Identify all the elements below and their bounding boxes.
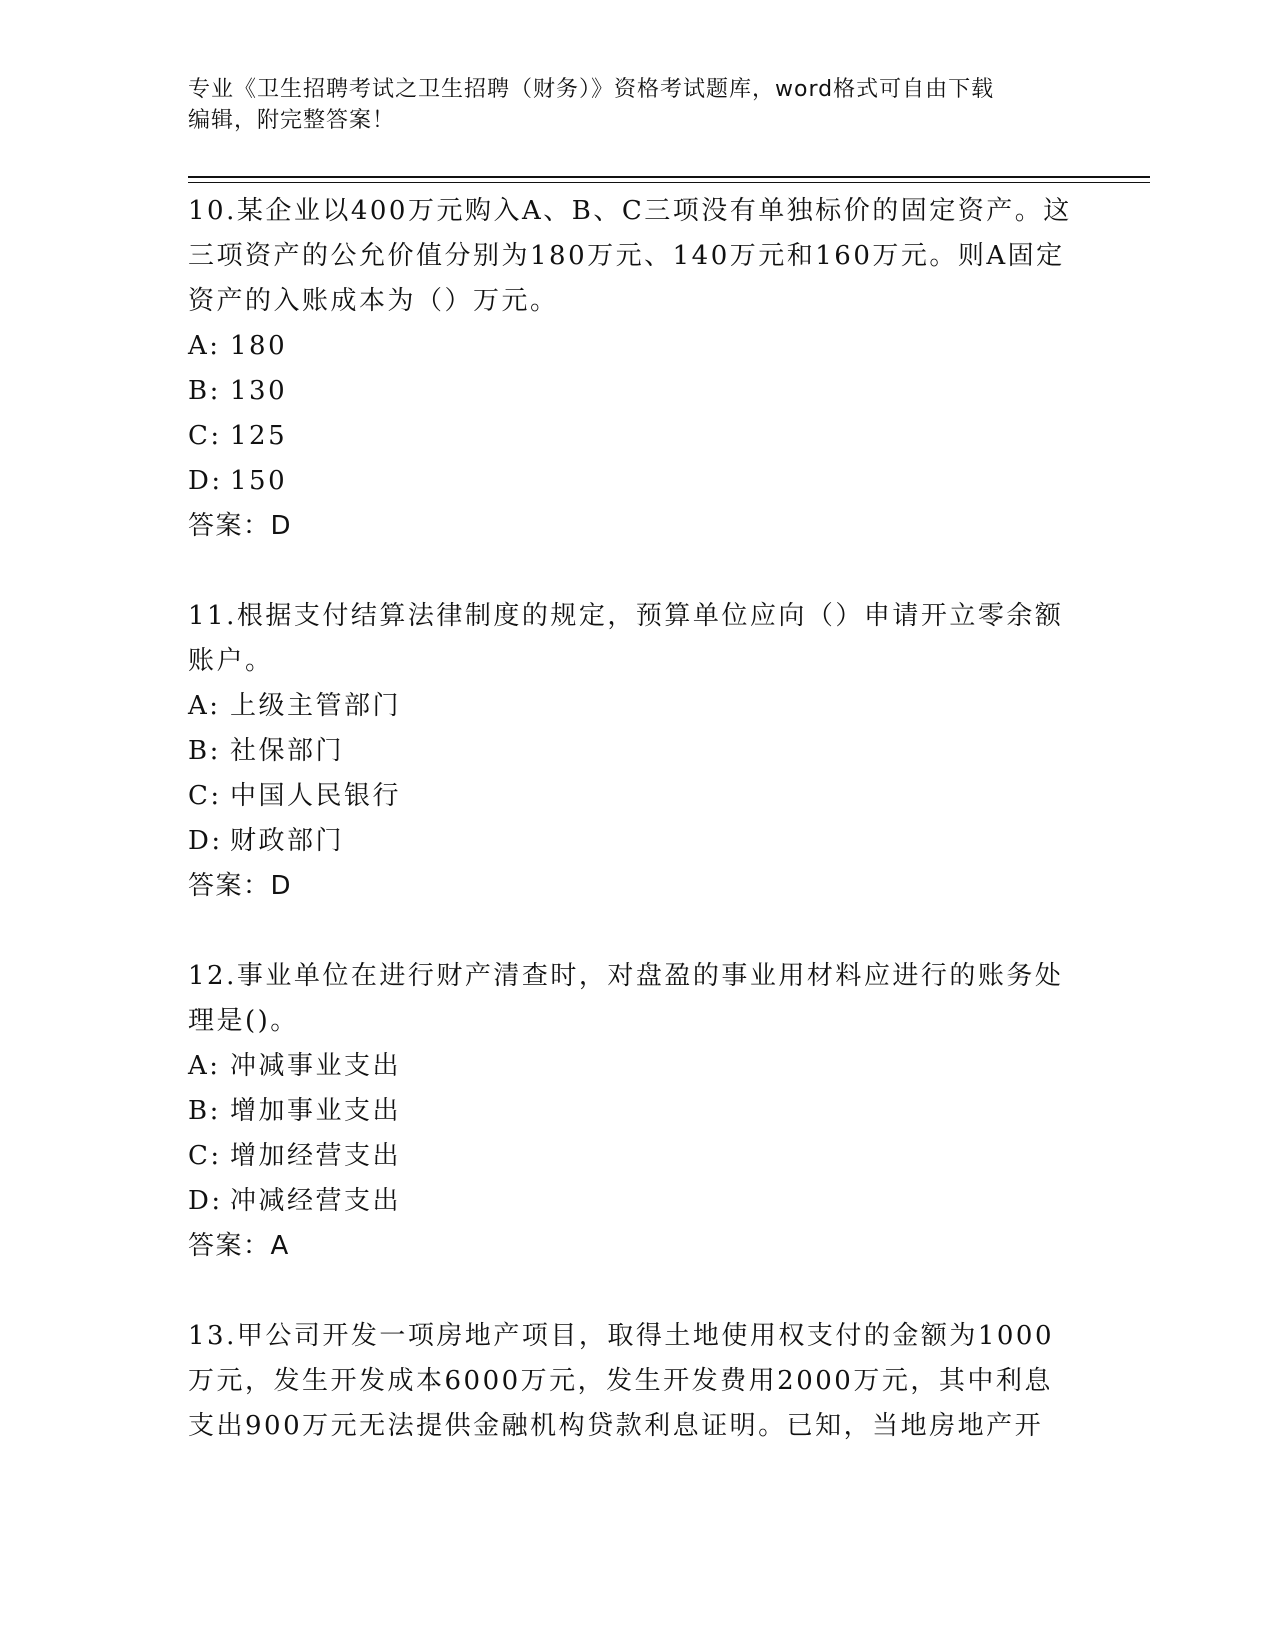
question-13 <box>188 1314 1088 1449</box>
question-list <box>188 189 1088 1449</box>
answer: 答案：A <box>188 1231 290 1261</box>
header-line-1: 专业《卫生招聘考试之卫生招聘（财务）》资格考试题库，word格式可自由下载 <box>188 77 995 102</box>
option-text: 增加事业支出 <box>230 1096 402 1126</box>
question-10 <box>188 189 1088 549</box>
option-letter: D: <box>188 466 223 496</box>
option-d <box>188 459 1088 504</box>
option-letter: B: <box>188 1096 221 1126</box>
option-letter: C: <box>188 421 222 451</box>
option-text: 125 <box>230 421 288 451</box>
option-letter: D: <box>188 826 223 856</box>
question-12 <box>188 954 1088 1269</box>
question-text-line: 12.事业单位在进行财产清查时，对盘盈的事业用材料应进行的账务处 <box>188 961 1064 991</box>
option-d <box>188 1179 1088 1224</box>
answer: 答案：D <box>188 511 293 541</box>
option-text: 180 <box>230 331 288 361</box>
option-text: 社保部门 <box>230 736 345 766</box>
option-text: 冲减事业支出 <box>230 1051 402 1081</box>
question-text-line: 理是()。 <box>188 1006 299 1036</box>
option-text: 130 <box>230 376 288 406</box>
option-c <box>188 414 1088 459</box>
question-text-line: 11.根据支付结算法律制度的规定，预算单位应向（）申请开立零余额 <box>188 601 1064 631</box>
option-text: 上级主管部门 <box>230 691 402 721</box>
option-letter: B: <box>188 376 221 406</box>
option-c <box>188 774 1088 819</box>
option-letter: C: <box>188 781 222 811</box>
question-text-line: 资产的入账成本为（）万元。 <box>188 286 559 316</box>
option-a <box>188 1044 1088 1089</box>
answer: 答案：D <box>188 871 293 901</box>
question-11 <box>188 594 1088 909</box>
option-b <box>188 369 1088 414</box>
option-letter: A: <box>188 331 221 361</box>
option-c <box>188 1134 1088 1179</box>
question-text-line: 账户。 <box>188 646 274 676</box>
option-letter: A: <box>188 691 221 721</box>
option-letter: A: <box>188 1051 221 1081</box>
option-b <box>188 729 1088 774</box>
document-header <box>188 74 1068 136</box>
option-text: 150 <box>230 466 288 496</box>
option-text: 增加经营支出 <box>230 1141 402 1171</box>
option-letter: B: <box>188 736 221 766</box>
question-text-line: 13.甲公司开发一项房地产项目，取得土地使用权支付的金额为1000 <box>188 1321 1055 1351</box>
question-text-line: 支出900万元无法提供金融机构贷款利息证明。已知，当地房地产开 <box>188 1411 1044 1441</box>
question-spacer <box>188 1269 1088 1314</box>
question-text-line: 三项资产的公允价值分别为180万元、140万元和160万元。则A固定 <box>188 241 1065 271</box>
option-d <box>188 819 1088 864</box>
header-line-2: 编辑，附完整答案！ <box>188 108 396 133</box>
option-text: 中国人民银行 <box>230 781 402 811</box>
option-a <box>188 324 1088 369</box>
option-b <box>188 1089 1088 1134</box>
question-text-line: 万元，发生开发成本6000万元，发生开发费用2000万元，其中利息 <box>188 1366 1053 1396</box>
option-a <box>188 684 1088 729</box>
question-text-line: 10.某企业以400万元购入A、B、C三项没有单独标价的固定资产。这 <box>188 196 1072 226</box>
option-letter: D: <box>188 1186 223 1216</box>
question-spacer <box>188 909 1088 954</box>
question-spacer <box>188 549 1088 594</box>
option-text: 财政部门 <box>230 826 345 856</box>
header-divider-thick <box>188 176 1150 178</box>
header-divider-thin <box>188 182 1150 183</box>
option-text: 冲减经营支出 <box>230 1186 402 1216</box>
option-letter: C: <box>188 1141 222 1171</box>
